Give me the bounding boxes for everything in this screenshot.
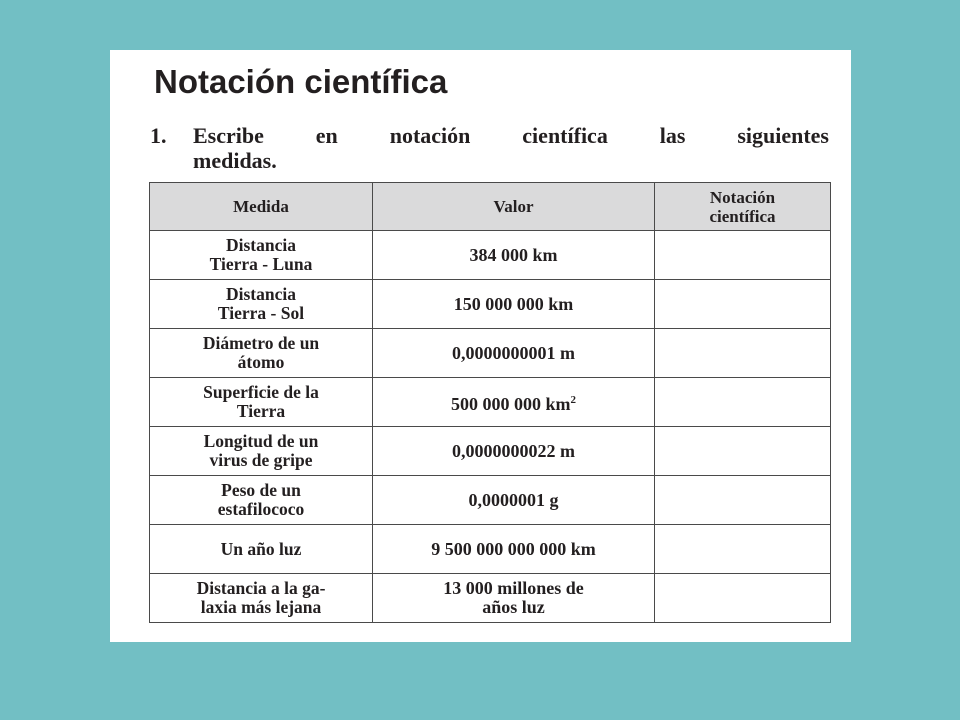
table-row [150, 280, 831, 329]
cell-valor-text: 9 500 000 000 000 km [431, 538, 596, 559]
header-notacion-label: Notación científica [709, 187, 776, 226]
cell-notacion-answer[interactable] [655, 525, 831, 574]
cell-medida: Superficie de la Tierra [150, 378, 373, 427]
cell-valor [373, 574, 655, 623]
cell-notacion-answer[interactable] [655, 476, 831, 525]
header-medida: Medida [150, 183, 373, 231]
cell-valor [373, 378, 655, 427]
cell-valor [373, 231, 655, 280]
cell-medida: Distancia Tierra - Luna [150, 231, 373, 280]
cell-valor-text: 0,0000001 g [468, 489, 559, 510]
cell-medida: Distancia a la ga- laxia más lejana [150, 574, 373, 623]
table-header-row [150, 183, 831, 231]
table-row [150, 525, 831, 574]
header-valor: Valor [373, 183, 655, 231]
exercise-statement [150, 122, 830, 178]
table-body [150, 231, 831, 623]
cell-notacion-answer[interactable] [655, 378, 831, 427]
cell-medida: Distancia Tierra - Sol [150, 280, 373, 329]
cell-valor [373, 329, 655, 378]
table-row [150, 378, 831, 427]
cell-valor-exponent: 2 [570, 393, 576, 406]
cell-medida: Peso de un estafilococo [150, 476, 373, 525]
cell-medida: Longitud de un virus de gripe [150, 427, 373, 476]
cell-valor [373, 280, 655, 329]
cell-valor-text: 0,0000000001 m [452, 342, 575, 363]
table-row [150, 574, 831, 623]
cell-medida: Diámetro de un átomo [150, 329, 373, 378]
cell-notacion-answer[interactable] [655, 280, 831, 329]
cell-valor-text: 0,0000000022 m [452, 440, 575, 461]
table-row [150, 231, 831, 280]
measurements-table [149, 182, 831, 623]
worksheet-page [110, 50, 851, 642]
table-row [150, 476, 831, 525]
cell-valor-text: 13 000 millones de años luz [443, 578, 584, 617]
cell-notacion-answer[interactable] [655, 427, 831, 476]
exercise-number: 1. [150, 123, 167, 148]
cell-valor-text: 150 000 000 km [453, 293, 574, 314]
cell-medida: Un año luz [150, 525, 373, 574]
cell-valor-text: 500 000 000 km [450, 393, 571, 414]
cell-notacion-answer[interactable] [655, 574, 831, 623]
cell-notacion-answer[interactable] [655, 231, 831, 280]
table-row [150, 329, 831, 378]
cell-valor [373, 525, 655, 574]
cell-valor [373, 476, 655, 525]
exercise-text-line-1: Escribe en notación científica las siguientes [193, 123, 829, 148]
cell-valor [373, 427, 655, 476]
cell-notacion-answer[interactable] [655, 329, 831, 378]
page-title: Notación científica [154, 63, 448, 100]
table-row [150, 427, 831, 476]
cell-valor-text: 384 000 km [469, 244, 558, 265]
header-notacion [655, 183, 831, 231]
exercise-text-line-2: medidas. [193, 148, 277, 173]
